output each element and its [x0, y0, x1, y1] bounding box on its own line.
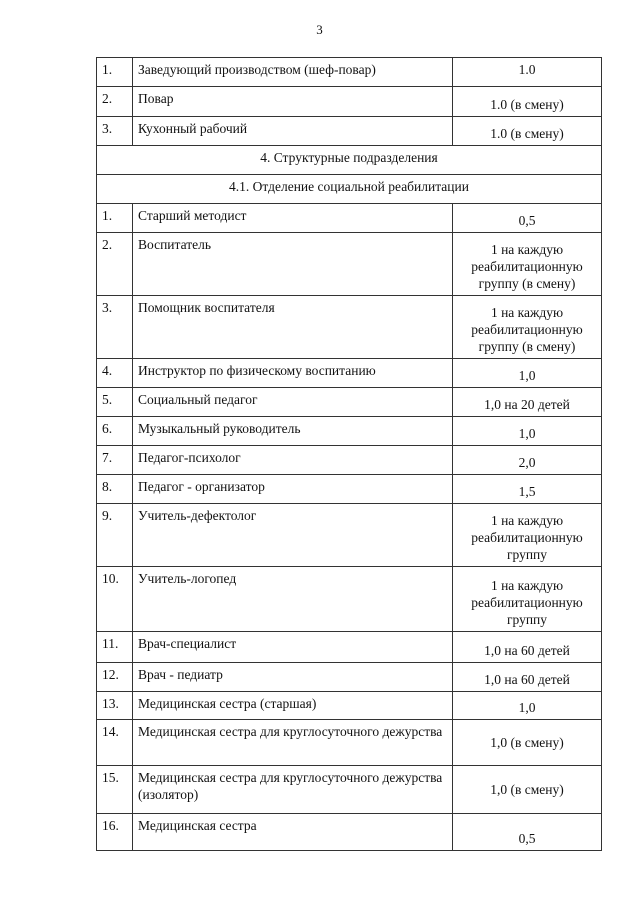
- row-number: 2.: [97, 233, 133, 296]
- position-name: Кухонный рабочий: [133, 117, 453, 146]
- staff-quantity: 1 на каждую реабилитационную группу (в смену): [453, 233, 602, 296]
- table-row: [97, 446, 602, 475]
- table-row: [97, 58, 602, 87]
- staff-quantity: 1 на каждую реабилитационную группу (в смену): [453, 296, 602, 359]
- table-row: [97, 766, 602, 814]
- position-name: Медицинская сестра для круглосуточного дежурства: [133, 720, 453, 766]
- position-name: Медицинская сестра (старшая): [133, 692, 453, 720]
- position-name: Медицинская сестра для круглосуточного дежурства (изолятор): [133, 766, 453, 814]
- row-number: 10.: [97, 567, 133, 632]
- row-number: 13.: [97, 692, 133, 720]
- row-number: 16.: [97, 814, 133, 851]
- table-row: [97, 417, 602, 446]
- staff-quantity: 0,5: [453, 204, 602, 233]
- row-number: 7.: [97, 446, 133, 475]
- row-number: 11.: [97, 632, 133, 663]
- subsection-row: [97, 175, 602, 204]
- row-number: 8.: [97, 475, 133, 504]
- row-number: 12.: [97, 663, 133, 692]
- position-name: Воспитатель: [133, 233, 453, 296]
- position-name: Заведующий производством (шеф-повар): [133, 58, 453, 87]
- row-number: 9.: [97, 504, 133, 567]
- position-name: Врач-специалист: [133, 632, 453, 663]
- table-row: [97, 814, 602, 851]
- row-number: 5.: [97, 388, 133, 417]
- row-number: 1.: [97, 58, 133, 87]
- staff-quantity: 1,0: [453, 692, 602, 720]
- table-row: [97, 204, 602, 233]
- table-row: [97, 692, 602, 720]
- table-row: [97, 663, 602, 692]
- staff-quantity: 1,0 на 60 детей: [453, 663, 602, 692]
- position-name: Старший методист: [133, 204, 453, 233]
- table-row: [97, 475, 602, 504]
- position-name: Социальный педагог: [133, 388, 453, 417]
- row-number: 2.: [97, 87, 133, 117]
- staff-quantity: 1,0 на 60 детей: [453, 632, 602, 663]
- position-name: Педагог-психолог: [133, 446, 453, 475]
- row-number: 3.: [97, 117, 133, 146]
- staff-quantity: 1,0 (в смену): [453, 720, 602, 766]
- row-number: 1.: [97, 204, 133, 233]
- page-number: 3: [316, 22, 323, 37]
- table-row: [97, 504, 602, 567]
- position-name: Учитель-логопед: [133, 567, 453, 632]
- row-number: 6.: [97, 417, 133, 446]
- staff-quantity: 1,0 (в смену): [453, 766, 602, 814]
- staff-quantity: 2,0: [453, 446, 602, 475]
- table-row: [97, 720, 602, 766]
- row-number: 14.: [97, 720, 133, 766]
- row-number: 4.: [97, 359, 133, 388]
- row-number: 3.: [97, 296, 133, 359]
- section-title: 4. Структурные подразделения: [97, 146, 602, 175]
- table-row: [97, 87, 602, 117]
- staff-quantity: 1 на каждую реабилитационную группу: [453, 567, 602, 632]
- staff-quantity: 1,0: [453, 417, 602, 446]
- staff-quantity: 1,5: [453, 475, 602, 504]
- table-row: [97, 359, 602, 388]
- staff-quantity: 1,0: [453, 359, 602, 388]
- table-row: [97, 567, 602, 632]
- position-name: Инструктор по физическому воспитанию: [133, 359, 453, 388]
- position-name: Помощник воспитателя: [133, 296, 453, 359]
- staff-quantity: 1 на каждую реабилитационную группу: [453, 504, 602, 567]
- table-row: [97, 388, 602, 417]
- staff-quantity: 1.0 (в смену): [453, 117, 602, 146]
- staff-quantity: 1.0 (в смену): [453, 87, 602, 117]
- position-name: Музыкальный руководитель: [133, 417, 453, 446]
- position-name: Повар: [133, 87, 453, 117]
- subsection-title: 4.1. Отделение социальной реабилитации: [97, 175, 602, 204]
- position-name: Медицинская сестра: [133, 814, 453, 851]
- staff-quantity: 1,0 на 20 детей: [453, 388, 602, 417]
- staff-quantity: 1.0: [453, 58, 602, 87]
- staff-table: [96, 57, 602, 851]
- staff-quantity: 0,5: [453, 814, 602, 851]
- position-name: Врач - педиатр: [133, 663, 453, 692]
- position-name: Учитель-дефектолог: [133, 504, 453, 567]
- position-name: Педагог - организатор: [133, 475, 453, 504]
- table-row: [97, 233, 602, 296]
- table-row: [97, 117, 602, 146]
- row-number: 15.: [97, 766, 133, 814]
- table-row: [97, 632, 602, 663]
- section-row: [97, 146, 602, 175]
- table-row: [97, 296, 602, 359]
